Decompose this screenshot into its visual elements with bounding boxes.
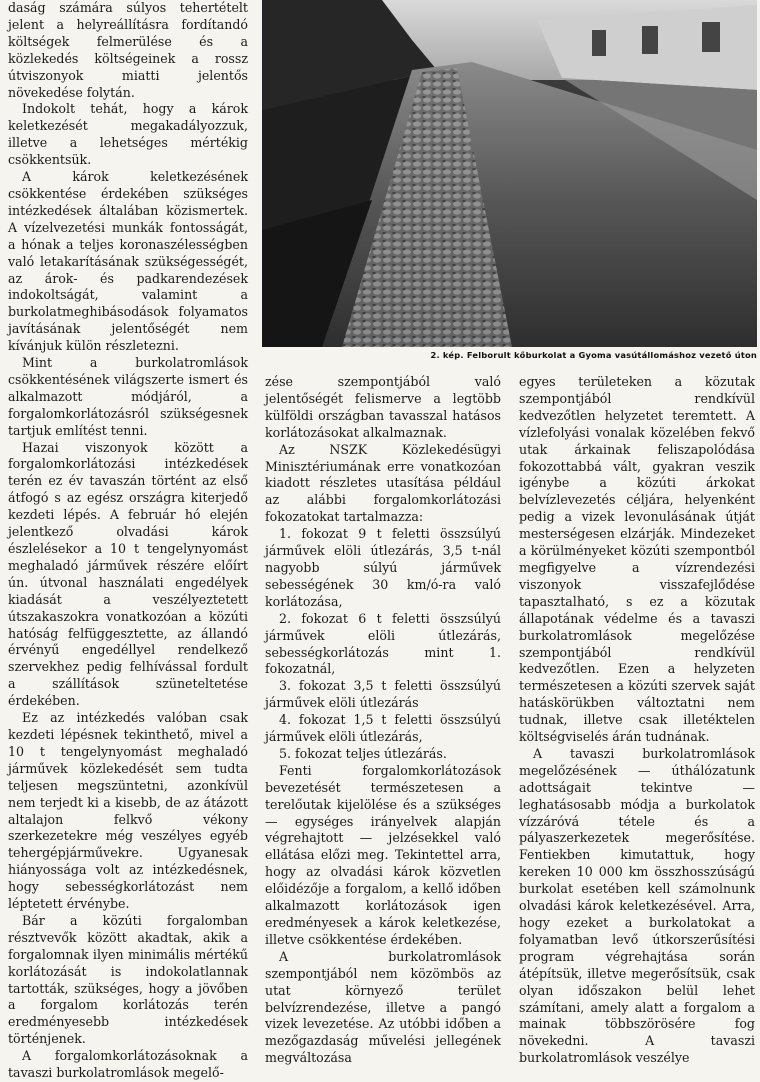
restriction-levels-list bbox=[265, 526, 501, 763]
paragraph: Fenti forgalomkorlátozások bevezetését természetesen a terelőutak kijelölése és a szükséges — egységes irányelvek alapján végrehajtott — jelzésekkel való ellátása előzi meg. Tekintettel arra, hogy az olvadási károk közvetlen előidézője a forgalom, a kellő időben alkalmazott korlátozások igen eredményesek a károk keletkezése, illetve csökkentése érdekében. bbox=[265, 762, 501, 947]
middle-after bbox=[265, 763, 501, 1067]
middle-text-column bbox=[265, 374, 501, 1066]
restriction-level-item: 4. fokozat 1,5 t feletti összsúlyú járművek elöli útlezárás, bbox=[265, 712, 501, 745]
middle-intro bbox=[265, 374, 501, 526]
restriction-level-item: 3. fokozat 3,5 t feletti összsúlyú járművek elöli útlezárás bbox=[265, 678, 501, 711]
paragraph: egyes területeken a közutak szempontjából rendkívül kedvezőtlen helyzetet teremtett. A vízlefolyási vonalak közelében fekvő utak árkainak feliszapolódása fokozottabbá vált, gyakran veszik igénybe a közúti árkokat belvízlevezetés céljára, helyenként pedig a vizek levonulásának útját mesterségesen elzárják. Mindezeket a körülményeket közúti szempontból megfigyelve a vízrendezési viszonyok visszafejlődése tapasztalható, s ez a közutak állapotának védelme és a tavaszi burkolatromlások megelőzése szempontjából rendkívül kedvezőtlen. Ezen a helyzeten természetesen a közúti szervek saját hatáskörükben változtatni nem tudnak, illetve csak illetéktelen költségviselés árán tudnának. bbox=[519, 374, 755, 745]
restriction-level-item: 5. fokozat teljes útlezárás. bbox=[279, 745, 447, 761]
paragraph: daság számára súlyos tehertételt jelent a helyreállításra fordítandó költségek felmerülése és a közlekedés költségeinek a rossz útviszonyok miatti jelentős növekedése folytán. bbox=[8, 0, 248, 100]
paragraph: Mint a burkolatromlások csökkentésének világszerte ismert és alkalmazott módjáról, a forgalomkorlátozásról szükségesnek tartjuk említést tenni. bbox=[8, 355, 248, 438]
paragraph: Bár a közúti forgalomban résztvevők között akadtak, akik a forgalomnak ilyen minimális mértékű korlátozását is indokolatlannak tartották, szükséges, hogy a jövőben a forgalom korlátozás terén eredményesebb intézkedések történjenek. bbox=[8, 912, 248, 1047]
left-text-column bbox=[8, 0, 248, 1081]
right-text-column bbox=[519, 374, 755, 1066]
restriction-level-item: 1. fokozat 9 t feletti összsúlyú járművek elöli útlezárás, 3,5 t-nál nagyobb súlyú járművek sebességének 30 km/ó-ra való korlátozása, bbox=[265, 526, 501, 609]
paragraph: A burkolatromlások szempontjából nem közömbös az utat környező terület belvízrendezése, illetve a pangó vizek levezetése. Az utóbbi időben a mezőgazdaság művelési jellegének megváltozása bbox=[265, 948, 501, 1066]
paragraph: Az NSZK Közlekedésügyi Minisztériumának erre vonatkozóan kiadott részletes utasítása például az alábbi forgalomkorlátozási fokozatokat tartalmazza: bbox=[265, 441, 501, 525]
figure-caption: 2. kép. Felborult kőburkolat a Gyoma vasútállomáshoz vezető úton bbox=[430, 350, 757, 360]
paragraph: Ez az intézkedés valóban csak kezdeti lépésnek tekinthető, mivel a 10 t tengelynyomást meghaladó járművek közlekedését sem tudta teljesen megszüntetni, azonkívül nem terjedt ki a kisebb, de az átázott altalajon felkvő vékony szerkezetekre még veszélyes egyéb tehergépjárművekre. Ugyanesak hiányossága volt az intézkedésnek, hogy sebességkorlátozást nem léptetett érvénybe. bbox=[8, 710, 248, 912]
restriction-level-item: 2. fokozat 6 t feletti összsúlyú járművek elöli útlezárás, sebességkorlátozás mint 1. fokozatnál, bbox=[265, 610, 501, 677]
cobblestone-road-illustration bbox=[262, 0, 757, 347]
paragraph: Indokolt tehát, hogy a károk keletkezését megakadályozzuk, illetve a lehetséges mértékig csökkentsük. bbox=[8, 101, 248, 168]
paragraph: zése szempontjából való jelentőségét felismerve a legtöbb külföldi országban tavasszal hatásos korlátozásokat alkalmaznak. bbox=[265, 374, 501, 440]
paragraph: A tavaszi burkolatromlások megelőzésének — úthálózatunk adottságait tekintve — leghatásosabb módja a burkolatok vízzáróvá tétele és a pályaszerkezetek megerősítése. Fentiekben kimutattuk, hogy kereken 10 000 km összhosszúságú burkolat esetében kell számolnunk olvadási károk keletkezésével. Arra, hogy ezeket a burkolatokat a folyamatban levő útkorszerűsítési program végrehajtása során átépítsük, illetve megerősítsük, csak olyan időszakon belül lehet számítani, amely alatt a forgalom a mainak többszörösére fog növekedni. A tavaszi burkolatromlások veszélye bbox=[519, 745, 755, 1066]
paragraph: A károk keletkezésének csökkentése érdekében szükséges intézkedések általában közismertek. A vízelvezetési munkák fontosságát, a hónak a teljes koronaszélességben való letakarításának szükségességét, az árok- és padkarendezések indokoltságát, valamint a burkolatmeghibásodások folyamatos javításának jelentőségét nem kívánjuk külön részletezni. bbox=[8, 169, 248, 354]
road-photo bbox=[262, 0, 757, 347]
paragraph: A forgalomkorlátozásoknak a tavaszi burkolatromlások megelő- bbox=[8, 1048, 248, 1081]
paragraph: Hazai viszonyok között a forgalomkorlátozási intézkedések terén ez év tavaszán történt az első átfogó s az egész országra kiterjedő kezdeti lépés. A február hó elején jelentkező olvadási károk észlelésekor a 10 t tengelynyomást meghaladó járművek részére előírt ún. útvonal használati engedélyek kiadását a veszélyeztetett útszakaszokra vonatkozóan a közúti hatóság felfüggesztette, az állandó érvényű engedéllyel rendelkező szervekhez pedig felhívással fordult a szállítások szüneteltetése érdekében. bbox=[8, 439, 248, 709]
